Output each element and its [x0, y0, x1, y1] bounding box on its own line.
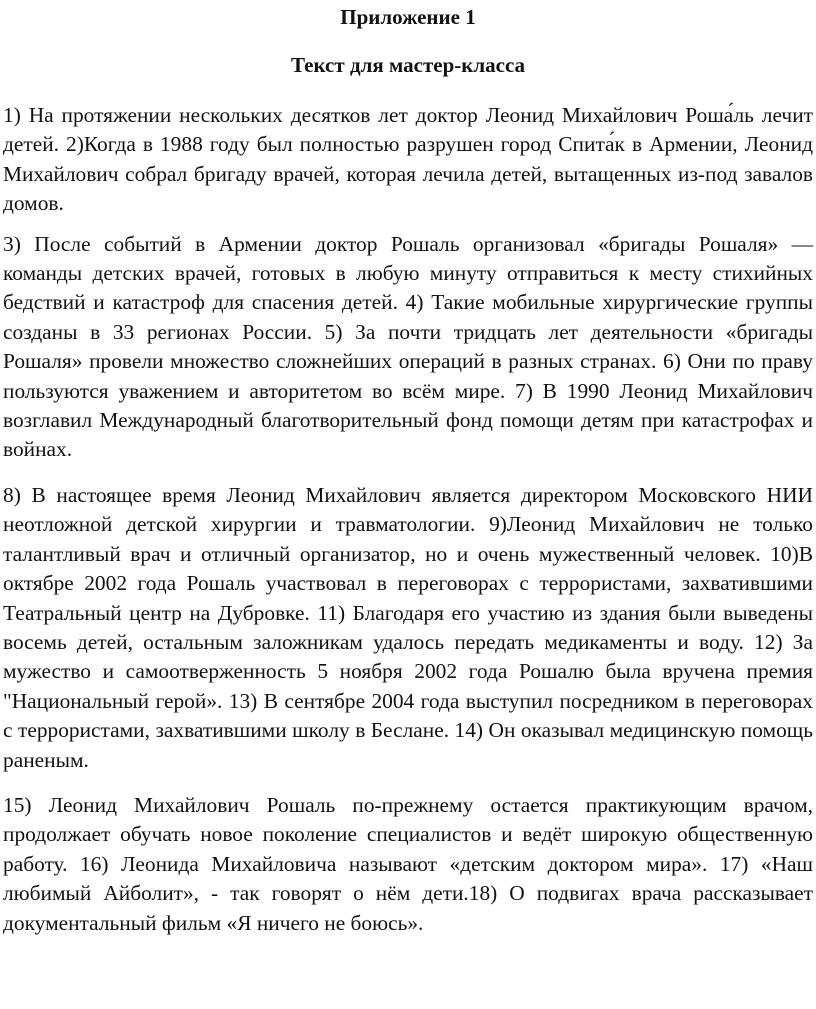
paragraph-1: 1) На протяжении нескольких десятков лет доктор Леонид Михайлович Роша́ль лечит детей. 2)Когда в 1988 году был полностью разрушен город Спита́к в Армении, Леонид Михайлович собрал бригаду врачей, которая лечила детей, вытащенных из-под завалов домов. [3, 103, 813, 216]
paragraph-4: 15) Леонид Михайлович Рошаль по-прежнему остается практикующим врачом, продолжает обучать новое поколение специалистов и ведёт широкую общественную работу. 16) Леонида Михайловича называют «детским доктором мира». 17) «Наш любимый Айболит», - так говорят о нём дети.18) О подвигах врача рассказывает документальный фильм «Я ничего не боюсь». [3, 792, 813, 935]
appendix-title: Приложение 1 [340, 5, 476, 29]
document-subtitle: Текст для мастер-класса [290, 53, 526, 77]
paragraph-3: 8) В настоящее время Леонид Михайлович является директором Московского НИИ неотложной детской хирургии и травматологии. 9)Леонид Михайлович не только талантливый врач и отличный организатор, но и очень мужественный человек. 10)В октябре 2002 года Рошаль участвовал в переговорах с террористами, захватившими Театральный центр на Дубровке. 11) Благодаря его участию из здания были выведены восемь детей, остальным заложникам удалось передать медикаменты и воду. 12) За мужество и самоотверженность 5 ноября 2002 года Рошалю была вручена премия "Национальный герой». 13) В сентябре 2004 года выступил посредником в переговорах с террористами, захватившими школу в Беслане. 14) Он оказывал медицинскую помощь раненым. [3, 482, 813, 772]
paragraph-2: 3) После событий в Армении доктор Рошаль организовал «бригады Рошаля» — команды детских врачей, готовых в любую минуту отправиться к месту стихийных бедствий и катастроф для спасения детей. 4) Такие мобильные хирургические группы созданы в 33 регионах России. 5) За почти тридцать лет деятельности «бригады Рошаля» провели множество сложнейших операций в разных странах. 6) Они по праву пользуются уважением и авторитетом во всём мире. 7) В 1990 Леонид Михайлович возглавил Международный благотворительный фонд помощи детям при катастрофах и войнах. [3, 231, 813, 462]
